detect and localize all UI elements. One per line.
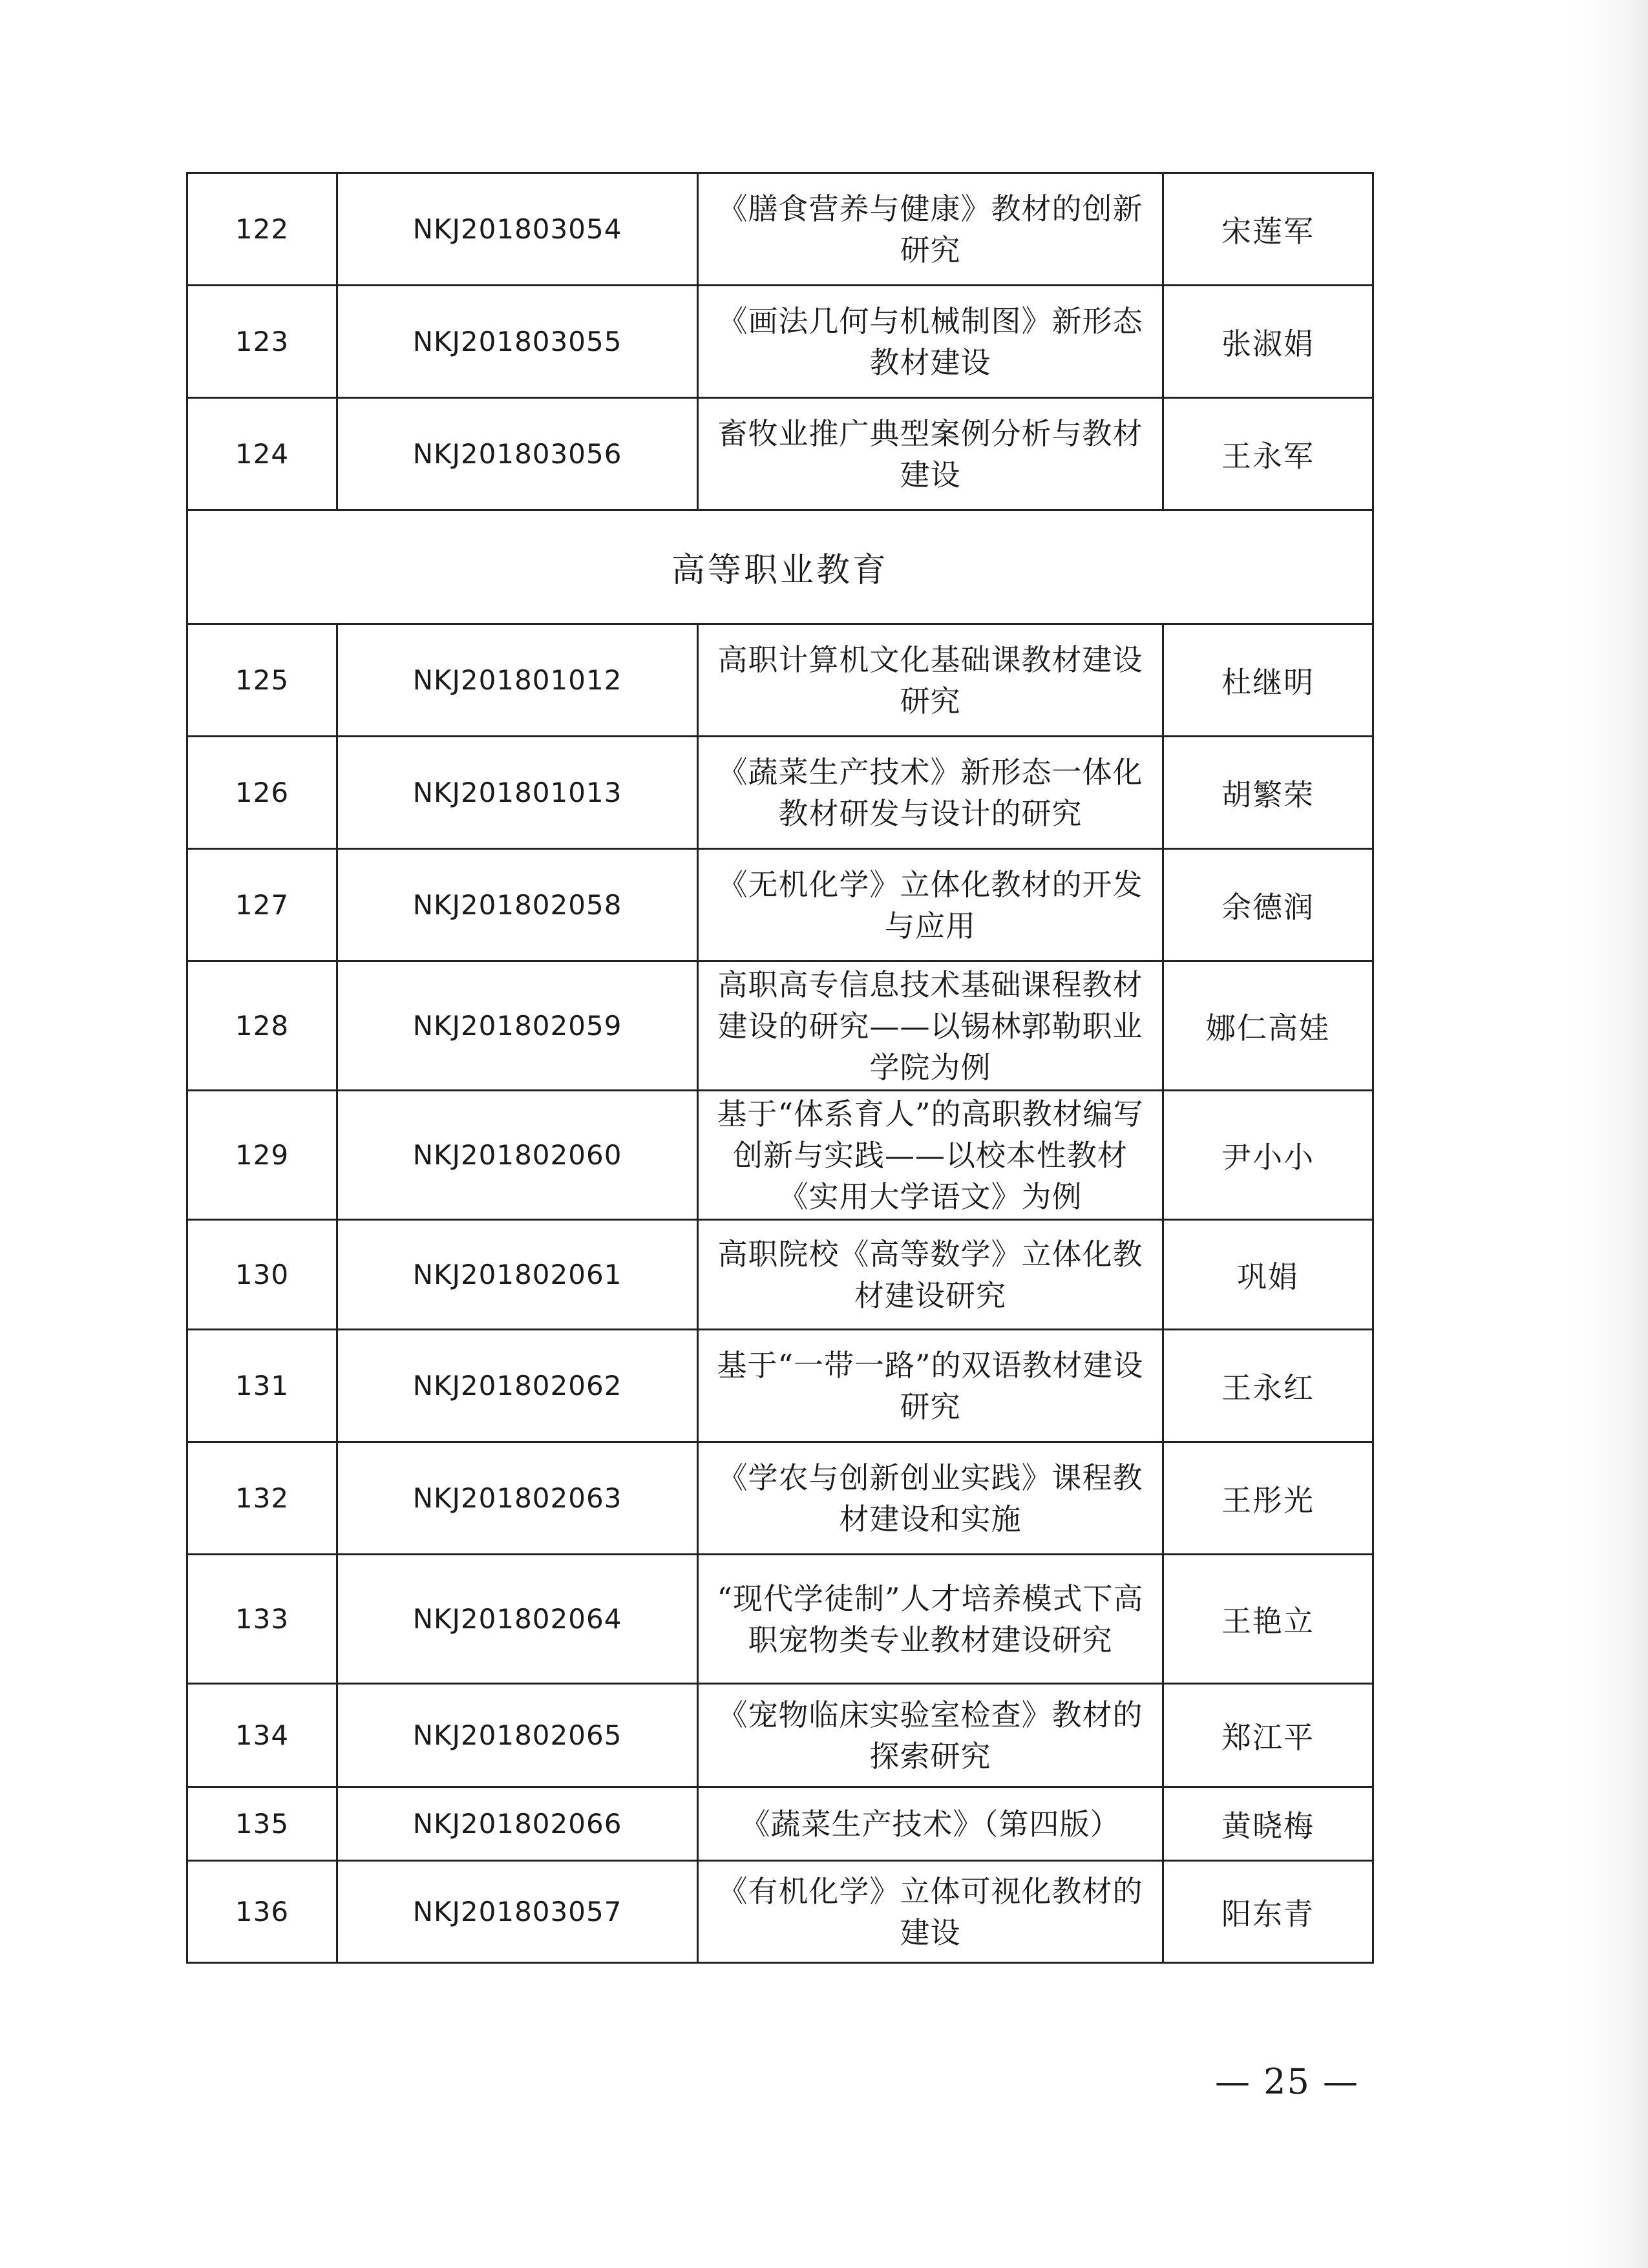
project-lead: 宋莲军 [1163, 173, 1373, 286]
row-number: 131 [187, 1330, 337, 1442]
table-row [187, 1442, 1373, 1555]
table-row [187, 737, 1373, 849]
project-code: NKJ201802060 [337, 1091, 698, 1220]
row-number: 122 [187, 173, 337, 286]
project-lead: 阳东青 [1163, 1861, 1373, 1963]
project-code: NKJ201802066 [337, 1787, 698, 1861]
project-code: NKJ201803056 [337, 398, 698, 510]
project-title: 基于“一带一路”的双语教材建设研究 [698, 1330, 1163, 1442]
table-row [187, 1220, 1373, 1330]
project-code: NKJ201801012 [337, 624, 698, 737]
row-number: 127 [187, 849, 337, 961]
project-code: NKJ201803057 [337, 1861, 698, 1963]
project-title: 《有机化学》立体可视化教材的建设 [698, 1861, 1163, 1963]
row-number: 134 [187, 1684, 337, 1787]
row-number: 124 [187, 398, 337, 510]
project-code: NKJ201802059 [337, 961, 698, 1091]
scan-page-edge [1570, 0, 1648, 2268]
table-row [187, 849, 1373, 961]
project-title: 高职高专信息技术基础课程教材建设的研究——以锡林郭勒职业学院为例 [698, 961, 1163, 1091]
project-lead: 王永红 [1163, 1330, 1373, 1442]
row-number: 126 [187, 737, 337, 849]
project-code: NKJ201802062 [337, 1330, 698, 1442]
project-code: NKJ201802065 [337, 1684, 698, 1787]
row-number: 133 [187, 1555, 337, 1684]
row-number: 130 [187, 1220, 337, 1330]
project-code: NKJ201803054 [337, 173, 698, 286]
row-number: 123 [187, 286, 337, 398]
table-row [187, 173, 1373, 286]
project-lead: 黄晓梅 [1163, 1787, 1373, 1861]
project-title: 《画法几何与机械制图》新形态教材建设 [698, 286, 1163, 398]
project-title: 高职计算机文化基础课教材建设研究 [698, 624, 1163, 737]
row-number: 125 [187, 624, 337, 737]
row-number: 128 [187, 961, 337, 1091]
project-lead: 王彤光 [1163, 1442, 1373, 1555]
table-row [187, 286, 1373, 398]
project-code: NKJ201802064 [337, 1555, 698, 1684]
section-header-row [187, 510, 1373, 624]
table-row [187, 398, 1373, 510]
project-code: NKJ201802063 [337, 1442, 698, 1555]
project-title: “现代学徒制”人才培养模式下高职宠物类专业教材建设研究 [698, 1555, 1163, 1684]
project-title: 畜牧业推广典型案例分析与教材建设 [698, 398, 1163, 510]
project-title: 《无机化学》立体化教材的开发与应用 [698, 849, 1163, 961]
table-row [187, 1330, 1373, 1442]
project-code: NKJ201802061 [337, 1220, 698, 1330]
project-title: 基于“体系育人”的高职教材编写创新与实践——以校本性教材《实用大学语文》为例 [698, 1091, 1163, 1220]
row-number: 135 [187, 1787, 337, 1861]
project-lead: 娜仁高娃 [1163, 961, 1373, 1091]
table-row [187, 624, 1373, 737]
row-number: 136 [187, 1861, 337, 1963]
project-title: 《蔬菜生产技术》（第四版） [698, 1787, 1163, 1861]
project-lead: 王艳立 [1163, 1555, 1373, 1684]
table-row [187, 1091, 1373, 1220]
project-lead: 余德润 [1163, 849, 1373, 961]
project-lead: 巩娟 [1163, 1220, 1373, 1330]
project-code: NKJ201801013 [337, 737, 698, 849]
project-table [186, 172, 1374, 1964]
project-title: 《膳食营养与健康》教材的创新研究 [698, 173, 1163, 286]
project-title: 《蔬菜生产技术》新形态一体化教材研发与设计的研究 [698, 737, 1163, 849]
project-lead: 尹小小 [1163, 1091, 1373, 1220]
project-code: NKJ201802058 [337, 849, 698, 961]
section-title: 高等职业教育 [187, 510, 1373, 624]
table-row [187, 1555, 1373, 1684]
project-lead: 郑江平 [1163, 1684, 1373, 1787]
row-number: 132 [187, 1442, 337, 1555]
table-row [187, 1861, 1373, 1963]
project-title: 《学农与创新创业实践》课程教材建设和实施 [698, 1442, 1163, 1555]
project-lead: 张淑娟 [1163, 286, 1373, 398]
table-body [187, 173, 1373, 1963]
table-row [187, 961, 1373, 1091]
project-lead: 王永军 [1163, 398, 1373, 510]
project-code: NKJ201803055 [337, 286, 698, 398]
page-number: — 25 — [1215, 2061, 1360, 2102]
row-number: 129 [187, 1091, 337, 1220]
project-lead: 胡繁荣 [1163, 737, 1373, 849]
project-title: 高职院校《高等数学》立体化教材建设研究 [698, 1220, 1163, 1330]
table-row [187, 1684, 1373, 1787]
project-lead: 杜继明 [1163, 624, 1373, 737]
table-row [187, 1787, 1373, 1861]
project-title: 《宠物临床实验室检查》教材的探索研究 [698, 1684, 1163, 1787]
